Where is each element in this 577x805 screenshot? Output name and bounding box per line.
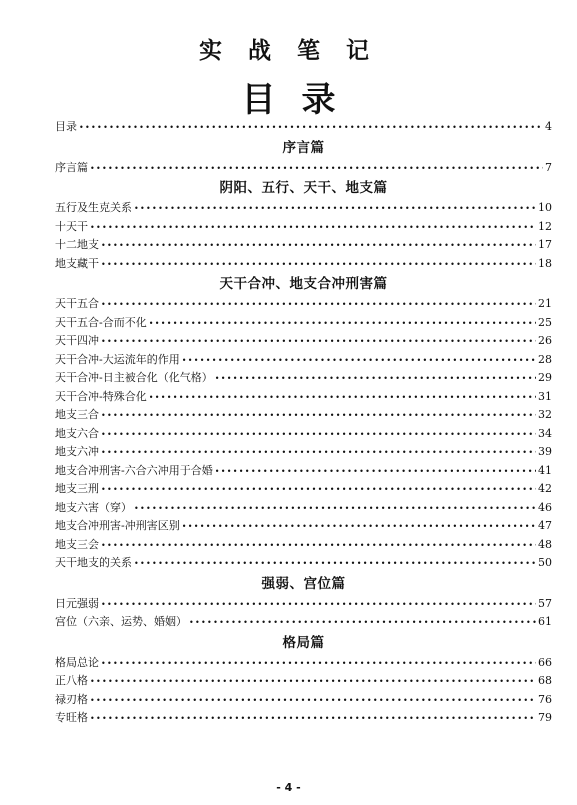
toc-entry-label: 五行及生克关系 [55,201,132,214]
toc-entry[interactable] [55,255,552,274]
toc-entry-label: 序言篇 [55,160,88,174]
toc-entry[interactable] [55,595,552,614]
dot-leader [215,463,536,482]
toc-entry[interactable] [55,499,552,518]
toc-entry[interactable] [55,314,552,333]
dot-leader [101,444,536,463]
toc-entry-label: 十天干 [55,219,88,233]
toc-entry-label: 天干四冲 [55,334,99,347]
dot-leader [215,370,536,389]
toc-entry-label: 禄刃格 [55,692,88,706]
toc-entry[interactable] [55,118,552,137]
toc-entry-label: 地支六冲 [55,445,99,458]
toc-entry-page: 68 [538,674,552,687]
toc-entry[interactable] [55,218,552,237]
toc-entry-label: 天干地支的关系 [55,556,132,569]
toc-entry-label: 天干合冲-大运流年的作用 [55,352,180,366]
toc-entry[interactable] [55,536,552,555]
dot-leader [189,614,536,633]
dot-leader [101,407,536,426]
toc-entry-page: 31 [538,389,552,403]
toc-entry-label: 天干合冲-特殊合化 [55,389,147,403]
book-title: 实 战 笔 记 [198,37,379,64]
toc-entry-page: 26 [538,334,552,347]
toc-entry[interactable] [55,369,552,388]
toc-entry-page: 46 [538,500,552,514]
toc-section-heading: 天干合冲、地支合冲刑害篇 [219,276,388,292]
toc-entry-page: 66 [538,655,552,669]
toc-entry-page: 61 [538,615,552,628]
dot-leader [101,426,536,445]
toc-entry-page: 29 [538,371,552,384]
toc-entry-page: 28 [538,352,552,366]
dot-leader [101,333,536,352]
toc-entry[interactable] [55,613,552,632]
page-number: - 4 - [276,781,301,794]
dot-leader [90,673,536,692]
toc-entry[interactable] [55,388,552,407]
dot-leader [101,537,536,556]
toc-entry[interactable] [55,691,552,710]
toc-entry[interactable] [55,443,552,462]
toc-entry-page: 25 [538,315,552,329]
dot-leader [182,518,536,537]
toc-section-heading: 阴阳、五行、天干、地支篇 [219,180,388,196]
toc-entry[interactable] [55,672,552,691]
toc-entry-page: 18 [538,256,552,270]
toc-entry[interactable] [55,517,552,536]
toc-entry-page: 32 [538,408,552,421]
toc-entry-label: 天干五合-合而不化 [55,315,147,329]
toc-entry-page: 47 [538,519,552,532]
toc-entry-label: 地支藏干 [55,256,99,270]
toc-entry[interactable] [55,554,552,573]
toc-entry-label: 日元强弱 [55,596,99,610]
toc-entry[interactable] [55,654,552,673]
toc-entry-page: 42 [538,482,552,495]
toc-entry-label: 宫位（六亲、运势、婚姻） [55,615,187,628]
dot-leader [134,200,536,219]
dot-leader [101,256,536,275]
toc-entry-label: 天干五合 [55,297,99,310]
dot-leader [101,596,536,615]
toc-entry-label: 地支三合 [55,408,99,421]
dot-leader [90,219,536,238]
toc-entry-label: 天干合冲-日主被合化（化气格） [55,371,213,384]
toc-entry[interactable] [55,332,552,351]
dot-leader [149,315,536,334]
toc-heading: 目录 [241,80,362,120]
table-of-contents [55,118,552,728]
toc-entry[interactable] [55,425,552,444]
toc-entry-page: 76 [538,692,552,706]
toc-entry-label: 地支合冲刑害-冲刑害区别 [55,519,180,532]
toc-entry-page: 7 [545,160,552,174]
toc-entry-page: 21 [538,297,552,310]
toc-entry-label: 专旺格 [55,711,88,724]
dot-leader [101,296,536,315]
toc-entry-page: 34 [538,426,552,440]
toc-entry-label: 格局总论 [55,655,99,669]
toc-entry-page: 48 [538,537,552,551]
dot-leader [90,160,543,179]
dot-leader [182,352,536,371]
toc-entry[interactable] [55,295,552,314]
toc-entry-label: 地支三会 [55,537,99,551]
toc-entry-label: 地支六合 [55,426,99,440]
toc-entry[interactable] [55,159,552,178]
toc-entry-page: 12 [538,219,552,233]
toc-entry-label: 正八格 [55,674,88,687]
toc-entry-page: 79 [538,711,552,724]
dot-leader [101,237,536,256]
dot-leader [90,692,536,711]
dot-leader [79,119,543,138]
dot-leader [101,481,536,500]
toc-entry-page: 50 [538,556,552,569]
toc-entry[interactable] [55,709,552,728]
toc-entry-page: 39 [538,445,552,458]
toc-entry-page: 10 [538,201,552,214]
toc-entry-label: 地支合冲刑害-六合六冲用于合婚 [55,463,213,477]
toc-entry-label: 地支六害（穿） [55,500,132,514]
toc-entry-page: 17 [538,238,552,251]
dot-leader [101,655,536,674]
toc-entry[interactable] [55,462,552,481]
toc-entry[interactable] [55,351,552,370]
toc-entry[interactable] [55,480,552,499]
toc-entry-label: 地支三刑 [55,482,99,495]
dot-leader [134,500,536,519]
toc-section-heading: 格局篇 [282,634,325,651]
dot-leader [90,710,536,729]
toc-entry-label: 目录 [55,120,77,133]
toc-entry[interactable] [55,406,552,425]
dot-leader [134,555,536,574]
toc-section-heading: 序言篇 [282,139,325,156]
toc-entry[interactable] [55,236,552,255]
toc-entry-page: 41 [538,463,552,477]
toc-entry-label: 十二地支 [55,238,99,251]
dot-leader [149,389,536,408]
toc-entry[interactable] [55,199,552,218]
toc-entry-page: 57 [538,596,552,610]
toc-section-heading: 强弱、宫位篇 [261,575,346,592]
toc-entry-page: 4 [545,120,552,133]
